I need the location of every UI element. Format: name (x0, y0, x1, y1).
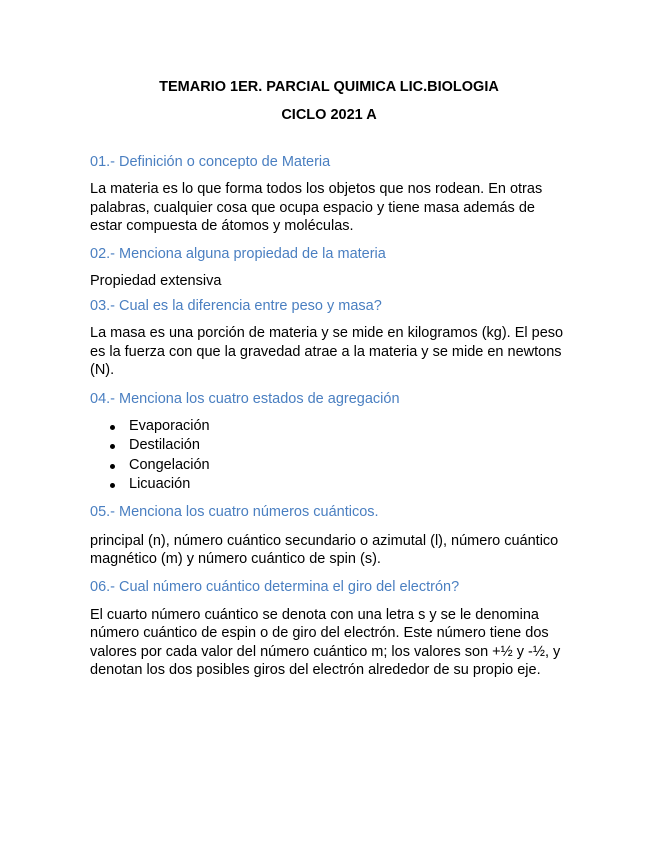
list-item-label: Licuación (129, 476, 191, 492)
list-item (90, 456, 568, 476)
list-item (90, 417, 568, 437)
list-item-label: Congelación (129, 456, 210, 473)
list-item-label: Evaporación (129, 417, 210, 434)
answer-05: principal (n), número cuántico secundario o azimutal (l), número cuántico magnético (m) y número cuántico de spin (s). (90, 532, 559, 567)
document-subtitle: CICLO 2021 A (281, 107, 377, 123)
question-06: 06.- Cual número cuántico determina el giro del electrón? (90, 578, 460, 595)
list-item (90, 436, 568, 456)
answer-02: Propiedad extensiva (90, 272, 222, 289)
question-01: 01.- Definición o concepto de Materia (90, 154, 331, 170)
list-item (90, 475, 568, 495)
bullet-icon (110, 444, 115, 449)
answer-06: El cuarto número cuántico se denota con una letra s y se le denomina número cuántico de espin o de giro del electrón. Este número tiene dos valores por cada valor del número cuántico m; los valores son +½ y -½, y denotan los dos posibles giros del electrón alrededor de su propio eje. (90, 606, 561, 678)
bullet-icon (110, 483, 115, 488)
answer-03: La masa es una porción de materia y se mide en kilogramos (kg). El peso es la fuerza con que la gravedad atrae a la materia y se mide en newtons (N). (90, 325, 564, 378)
question-04: 04.- Menciona los cuatro estados de agregación (90, 390, 400, 407)
states-list (90, 417, 568, 495)
bullet-icon (110, 464, 115, 469)
question-05: 05.- Menciona los cuatro números cuánticos. (90, 503, 379, 520)
bullet-icon (110, 425, 115, 430)
document-title: TEMARIO 1ER. PARCIAL QUIMICA LIC.BIOLOGIA (159, 79, 499, 95)
list-item-label: Destilación (129, 437, 200, 453)
question-02: 02.- Menciona alguna propiedad de la materia (90, 245, 386, 262)
answer-01: La materia es lo que forma todos los objetos que nos rodean. En otras palabras, cualquier cosa que ocupa espacio y tiene masa además de estar compuesta de átomos y moléculas. (90, 181, 543, 234)
question-03: 03.- Cual es la diferencia entre peso y masa? (90, 298, 382, 314)
document-page (90, 72, 568, 680)
